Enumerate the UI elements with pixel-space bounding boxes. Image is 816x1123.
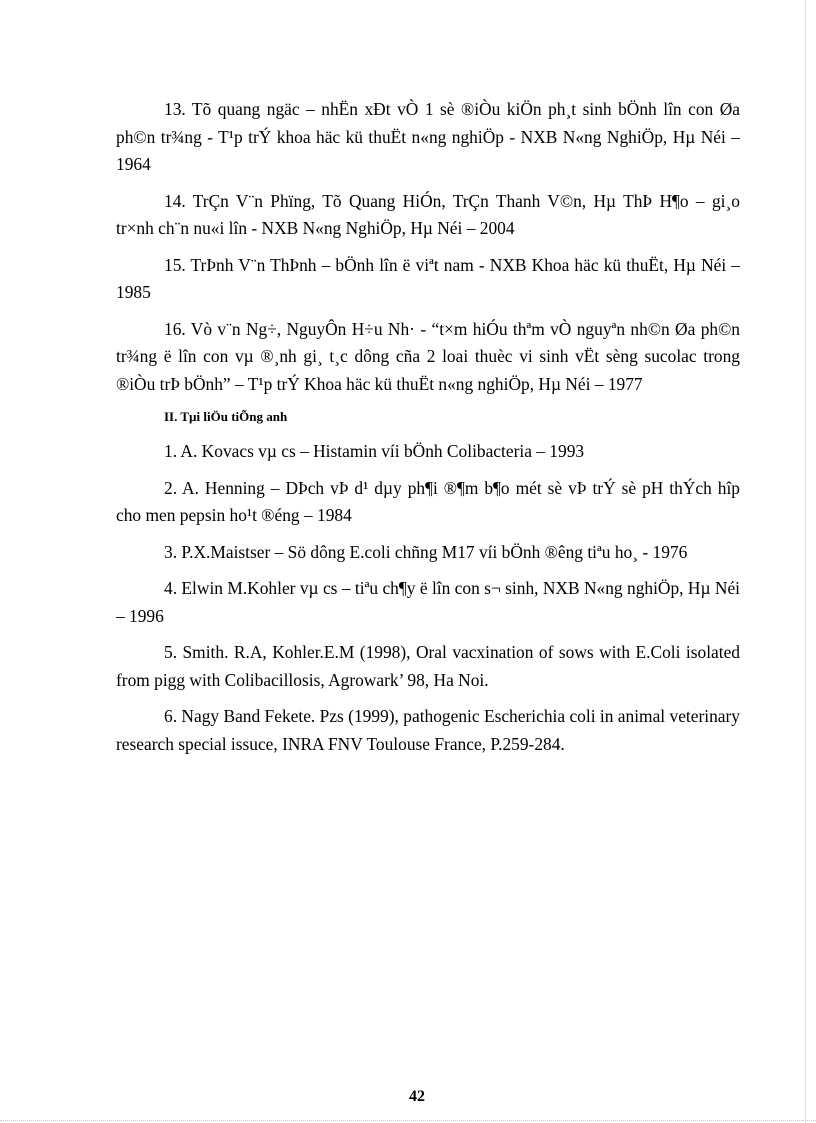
- reference-item: 2. A. Henning – DÞch vÞ d¹ dµy ph¶i ®¶m b¶o mét sè vÞ trÝ sè pH thÝch hîp cho men pepsin ho¹t ®éng – 1984: [116, 477, 740, 525]
- page-border-bottom: [0, 1120, 816, 1121]
- reference-item: 5. Smith. R.A, Kohler.E.M (1998), Oral vacxination of sows with E.Coli isolated from pigg with Colibacillosis, Agrowark’ 98, Ha Noi.: [116, 642, 740, 690]
- reference-item: 4. Elwin M.Kohler vµ cs – tiªu ch¶y ë lîn con s¬ sinh, NXB N«ng nghiÖp, Hµ Néi – 1996: [116, 578, 740, 626]
- reference-item: 13. Tõ quang ngäc – nhËn xÐt vÒ 1 sè ®iÒu kiÖn ph¸t sinh bÖnh lîn con Øa ph©n tr¾ng - T¹p trÝ khoa häc kü thuËt n«ng nghiÖp - NXB N«ng NghiÖp, Hµ Néi – 1964: [116, 99, 740, 174]
- reference-item: 6. Nagy Band Fekete. Pzs (1999), pathogenic Escherichia coli in animal veterinary research special issuce, INRA FNV Toulouse France, P.259-284.: [116, 706, 740, 754]
- reference-item: 15. TrÞnh V¨n ThÞnh – bÖnh lîn ë viªt nam - NXB Khoa häc kü thuËt, Hµ Néi – 1985: [116, 254, 740, 302]
- reference-list: [116, 96, 740, 767]
- section-heading: II. Tµi liÖu tiÕng anh: [164, 409, 288, 424]
- page-number: 42: [409, 1088, 425, 1105]
- reference-item: 3. P.X.Maistser – Sö dông E.coli chñng M17 víi bÖnh ®êng tiªu ho¸ - 1976: [164, 541, 688, 562]
- reference-item: 1. A. Kovacs vµ cs – Histamin víi bÖnh Colibacteria – 1993: [164, 441, 585, 461]
- reference-item: 16. Vò v¨n Ng÷, NguyÔn H÷u Nh· - “t×m hiÓu thªm vÒ nguyªn nh©n Øa ph©n tr¾ng ë lîn con vµ ®¸nh gi¸ t¸c dông cña 2 loai thuèc vi sinh vËt sèng sucolac trong ®iÒu trÞ bÖnh” – T¹p trÝ Khoa häc kü thuËt n«ng nghiÖp, Hµ Néi – 1977: [116, 318, 740, 394]
- page-border-right: [805, 0, 806, 1123]
- reference-item: 14. TrÇn V¨n Phïng, Tõ Quang HiÓn, TrÇn Thanh V©n, Hµ ThÞ H¶o – gi¸o tr×nh ch¨n nu«i lîn - NXB N«ng NghiÖp, Hµ Néi – 2004: [116, 190, 740, 238]
